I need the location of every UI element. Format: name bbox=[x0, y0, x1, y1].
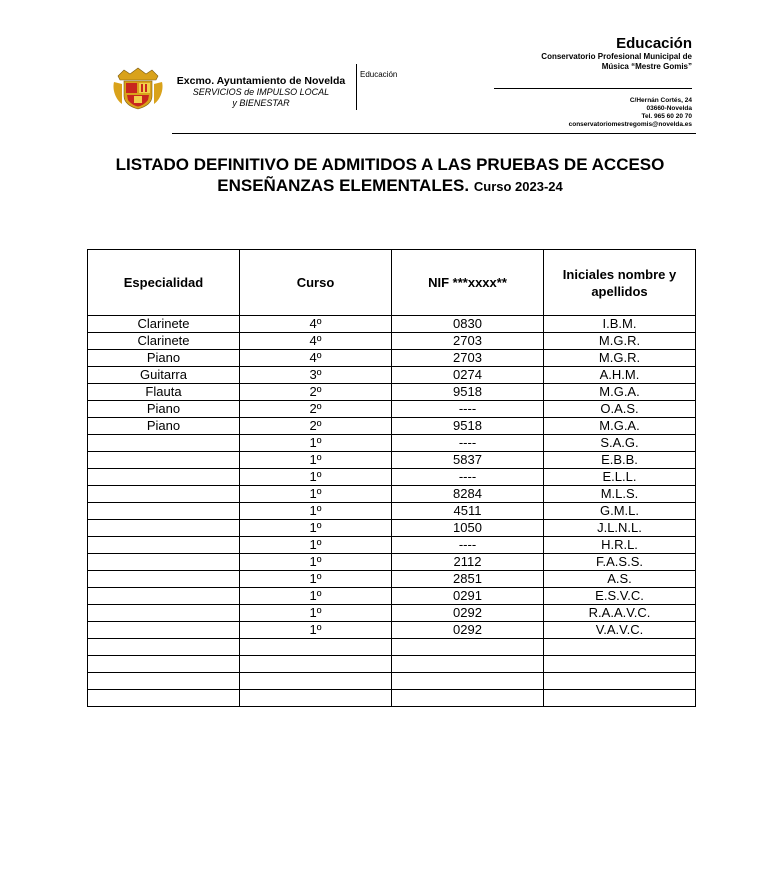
table-row bbox=[88, 571, 696, 588]
street-address: C/Hernán Cortés, 24 bbox=[629, 97, 692, 104]
cell-nif: 9518 bbox=[392, 418, 544, 435]
cell-specialty bbox=[88, 537, 240, 554]
cell-initials: F.A.S.S. bbox=[544, 554, 696, 571]
cell-specialty: Piano bbox=[88, 418, 240, 435]
cell-initials: O.A.S. bbox=[544, 401, 696, 418]
cell-course: 2º bbox=[240, 384, 392, 401]
cell-initials: M.L.S. bbox=[544, 486, 696, 503]
cell-specialty bbox=[88, 503, 240, 520]
table-row bbox=[88, 690, 696, 707]
cell-initials: M.G.R. bbox=[544, 350, 696, 367]
table-row bbox=[88, 503, 696, 520]
cell-initials: M.G.A. bbox=[544, 384, 696, 401]
conservatory-header bbox=[541, 35, 692, 72]
cell-nif: ---- bbox=[392, 435, 544, 452]
cell-course: 2º bbox=[240, 418, 392, 435]
cell-initials: G.M.L. bbox=[544, 503, 696, 520]
cell-course: 1º bbox=[240, 554, 392, 571]
table-row bbox=[88, 367, 696, 384]
table-row bbox=[88, 520, 696, 537]
cell-initials: I.B.M. bbox=[544, 316, 696, 333]
cell-course: 1º bbox=[240, 520, 392, 537]
header-initials: Iniciales nombre y apellidos bbox=[544, 250, 696, 316]
cell-nif: 0291 bbox=[392, 588, 544, 605]
table-row bbox=[88, 316, 696, 333]
header-rule bbox=[172, 133, 696, 134]
cell-specialty bbox=[88, 520, 240, 537]
cell-initials: M.G.A. bbox=[544, 418, 696, 435]
email-address: conservatoriomestregomis@novelda.es bbox=[568, 121, 692, 128]
cell-course: 1º bbox=[240, 469, 392, 486]
table-row bbox=[88, 350, 696, 367]
table-row bbox=[88, 639, 696, 656]
cell-nif: 2703 bbox=[392, 350, 544, 367]
cell-specialty bbox=[88, 690, 240, 707]
cell-specialty bbox=[88, 452, 240, 469]
table-row bbox=[88, 384, 696, 401]
cell-specialty bbox=[88, 571, 240, 588]
cell-course: 1º bbox=[240, 537, 392, 554]
table-row bbox=[88, 673, 696, 690]
cell-nif bbox=[392, 656, 544, 673]
cell-specialty bbox=[88, 673, 240, 690]
table-row bbox=[88, 401, 696, 418]
department-line-1: SERVICIOS de IMPULSO LOCAL bbox=[192, 87, 330, 97]
cell-initials: E.B.B. bbox=[544, 452, 696, 469]
cell-course: 1º bbox=[240, 571, 392, 588]
cell-course bbox=[240, 656, 392, 673]
cell-nif: ---- bbox=[392, 469, 544, 486]
cell-specialty bbox=[88, 469, 240, 486]
table-row bbox=[88, 656, 696, 673]
title-line-1: LISTADO DEFINITIVO DE ADMITIDOS A LAS PRUEBAS DE ACCESO bbox=[115, 155, 665, 174]
table-row bbox=[88, 554, 696, 571]
table-row bbox=[88, 435, 696, 452]
header-nif: NIF ***xxxx** bbox=[392, 250, 544, 316]
table-row bbox=[88, 452, 696, 469]
table-row bbox=[88, 588, 696, 605]
cell-specialty bbox=[88, 486, 240, 503]
table-row bbox=[88, 418, 696, 435]
cell-course: 1º bbox=[240, 486, 392, 503]
header-specialty: Especialidad bbox=[88, 250, 240, 316]
cell-specialty: Clarinete bbox=[88, 333, 240, 350]
postal-city: 03660-Novelda bbox=[646, 105, 692, 112]
municipality-block bbox=[168, 75, 354, 109]
cell-initials: R.A.A.V.C. bbox=[544, 605, 696, 622]
cell-initials: H.R.L. bbox=[544, 537, 696, 554]
title-line-2 bbox=[60, 175, 720, 197]
admitted-list-table bbox=[87, 249, 696, 707]
cell-course: 1º bbox=[240, 622, 392, 639]
cell-course: 4º bbox=[240, 350, 392, 367]
cell-nif: 9518 bbox=[392, 384, 544, 401]
table-header-row bbox=[88, 250, 696, 316]
cell-course: 1º bbox=[240, 503, 392, 520]
cell-course: 4º bbox=[240, 316, 392, 333]
cell-nif bbox=[392, 673, 544, 690]
cell-specialty bbox=[88, 435, 240, 452]
document-title bbox=[60, 154, 720, 197]
header-course: Curso bbox=[240, 250, 392, 316]
cell-initials bbox=[544, 690, 696, 707]
table-body bbox=[88, 316, 696, 707]
cell-specialty: Piano bbox=[88, 350, 240, 367]
cell-specialty bbox=[88, 588, 240, 605]
cell-initials bbox=[544, 656, 696, 673]
cell-nif bbox=[392, 690, 544, 707]
cell-specialty bbox=[88, 605, 240, 622]
cell-course bbox=[240, 690, 392, 707]
cell-specialty: Flauta bbox=[88, 384, 240, 401]
cell-course bbox=[240, 639, 392, 656]
cell-nif: 0830 bbox=[392, 316, 544, 333]
cell-specialty bbox=[88, 656, 240, 673]
header-divider bbox=[356, 64, 357, 110]
table-row bbox=[88, 622, 696, 639]
cell-initials: V.A.V.C. bbox=[544, 622, 696, 639]
cell-nif: 8284 bbox=[392, 486, 544, 503]
department-tag: Educación bbox=[360, 70, 398, 79]
cell-nif: 1050 bbox=[392, 520, 544, 537]
cell-nif: 0292 bbox=[392, 605, 544, 622]
conservatory-name-line-2: Música “Mestre Gomis” bbox=[601, 62, 692, 71]
table-row bbox=[88, 333, 696, 350]
cell-nif: 5837 bbox=[392, 452, 544, 469]
cell-nif: 2112 bbox=[392, 554, 544, 571]
cell-nif: 4511 bbox=[392, 503, 544, 520]
cell-specialty: Clarinete bbox=[88, 316, 240, 333]
cell-initials: E.L.L. bbox=[544, 469, 696, 486]
cell-nif: 2851 bbox=[392, 571, 544, 588]
cell-course bbox=[240, 673, 392, 690]
cell-course: 2º bbox=[240, 401, 392, 418]
cell-specialty bbox=[88, 639, 240, 656]
cell-specialty: Guitarra bbox=[88, 367, 240, 384]
municipality-name: Excmo. Ayuntamiento de Novelda bbox=[176, 75, 346, 87]
course-year: Curso 2023-24 bbox=[473, 179, 563, 194]
title-line-2-text: ENSEÑANZAS ELEMENTALES. bbox=[217, 176, 470, 195]
cell-nif: ---- bbox=[392, 537, 544, 554]
phone-number: Tel. 965 60 20 70 bbox=[641, 113, 692, 120]
cell-course: 3º bbox=[240, 367, 392, 384]
cell-nif: 2703 bbox=[392, 333, 544, 350]
cell-nif: ---- bbox=[392, 401, 544, 418]
cell-specialty bbox=[88, 554, 240, 571]
cell-initials: S.A.G. bbox=[544, 435, 696, 452]
cell-initials: A.H.M. bbox=[544, 367, 696, 384]
cell-initials: A.S. bbox=[544, 571, 696, 588]
cell-specialty: Piano bbox=[88, 401, 240, 418]
cell-initials: E.S.V.C. bbox=[544, 588, 696, 605]
cell-initials: J.L.N.L. bbox=[544, 520, 696, 537]
cell-nif bbox=[392, 639, 544, 656]
cell-course: 1º bbox=[240, 605, 392, 622]
address-divider bbox=[494, 88, 692, 89]
cell-course: 1º bbox=[240, 435, 392, 452]
address-block bbox=[569, 97, 692, 129]
table-row bbox=[88, 486, 696, 503]
table-row bbox=[88, 469, 696, 486]
novelda-coat-of-arms-logo bbox=[110, 64, 166, 110]
cell-initials bbox=[544, 673, 696, 690]
conservatory-name-line-1: Conservatorio Profesional Municipal de bbox=[541, 52, 692, 61]
table-row bbox=[88, 537, 696, 554]
cell-initials bbox=[544, 639, 696, 656]
cell-course: 1º bbox=[240, 452, 392, 469]
cell-specialty bbox=[88, 622, 240, 639]
education-title: Educación bbox=[616, 35, 692, 52]
cell-nif: 0292 bbox=[392, 622, 544, 639]
cell-course: 1º bbox=[240, 588, 392, 605]
cell-nif: 0274 bbox=[392, 367, 544, 384]
table-row bbox=[88, 605, 696, 622]
department-line-2: y BIENESTAR bbox=[232, 98, 290, 108]
cell-initials: M.G.R. bbox=[544, 333, 696, 350]
cell-course: 4º bbox=[240, 333, 392, 350]
